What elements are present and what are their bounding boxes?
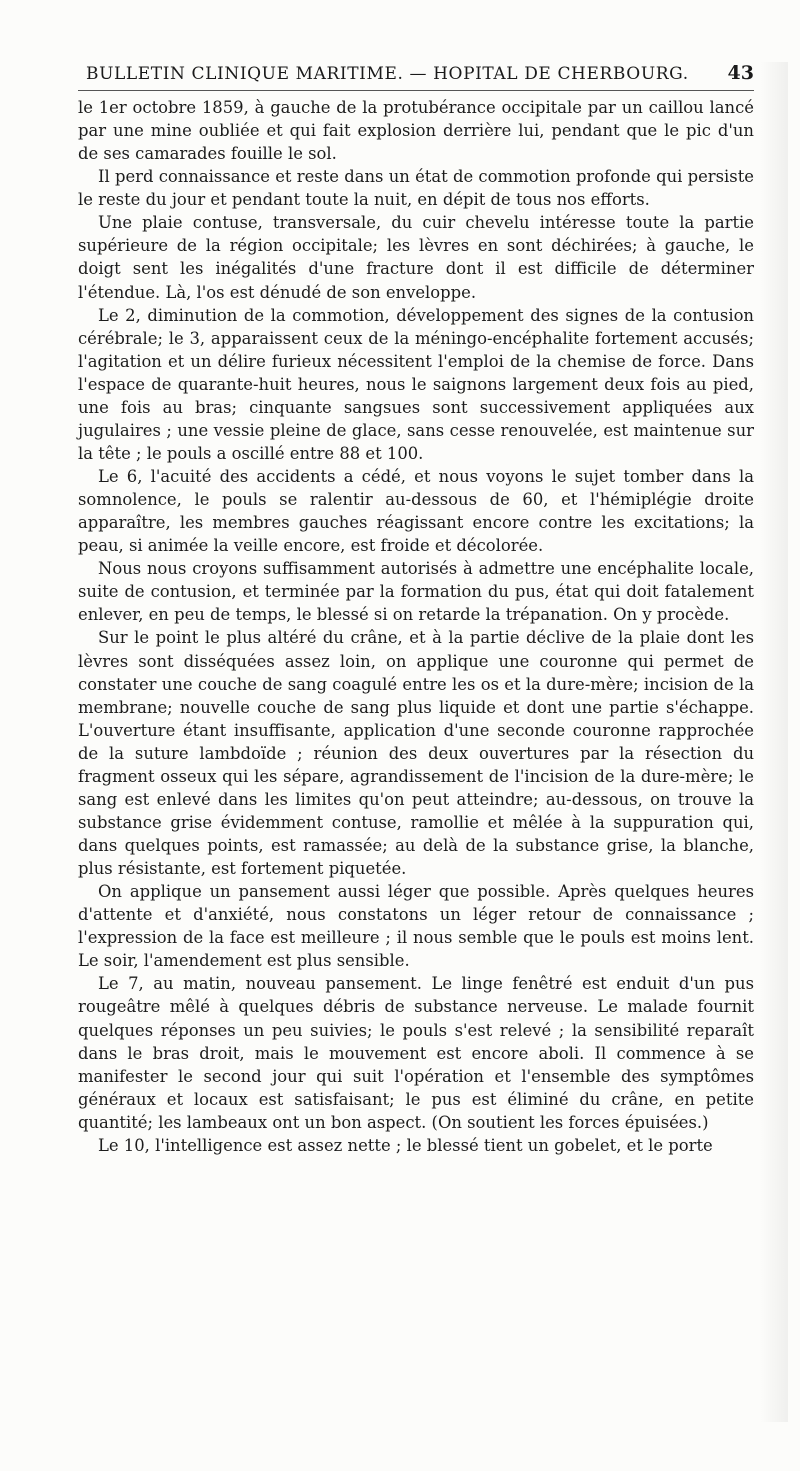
paragraph-10: Le 10, l'intelligence est assez nette ; le blessé tient un gobelet, et le porte <box>98 1135 713 1155</box>
paragraph-7: Sur le point le plus altéré du crâne, et à la partie déclive de la plaie dont les lèvres sont disséquées assez loin, on applique une couronne qui permet de constater une couche de sang coagulé entre les os et la dure-mère; incision de la membrane; nouvelle couche de sang plus liquide et dont une partie s'échappe. L'ouverture étant insuffisante, application d'une seconde couronne rapprochée de la suture lambdoïde ; réunion des deux ouvertures par la résection du fragment osseux qui les sépare, agrandissement de l'incision de la dure-mère; le sang est enlevé dans les limites qu'on peut atteindre; au-dessous, on trouve la substance grise évidemment contuse, ramollie et mêlée à la suppuration qui, dans quelques points, est ramassée; au delà de la substance grise, la blanche, plus résistante, est fortement piquetée. <box>78 628 754 879</box>
paragraph-3: Une plaie contuse, transversale, du cuir chevelu intéresse toute la partie supérieure de la région occipitale; les lèvres en sont déchirées; à gauche, le doigt sent les inégalités d'une fracture dont il est difficile de déterminer l'étendue. Là, l'os est dénudé de son enveloppe. <box>78 213 754 302</box>
running-head: BULLETIN CLINIQUE MARITIME. — HOPITAL DE CHERBOURG. <box>86 64 689 84</box>
paragraph-6: Nous nous croyons suffisamment autorisés à admettre une encéphalite locale, suite de contusion, et terminée par la formation du pus, état qui doit fatalement enlever, en peu de temps, le blessé si on retarde la trépanation. On y procède. <box>78 559 754 625</box>
paragraph-4: Le 2, diminution de la commotion, développement des signes de la contusion cérébrale; le 3, apparaissent ceux de la méningo-encéphalite fortement accusés; l'agitation et un délire furieux nécessitent l'emploi de la chemise de force. Dans l'espace de quarante-huit heures, nous le saignons largement deux fois au pied, une fois au bras; cinquante sangsues sont successivement appliquées aux jugulaires ; une vessie pleine de glace, sans cesse renouvelée, est maintenue sur la tête ; le pouls a oscillé entre 88 et 100. <box>78 305 754 463</box>
page-edge-shadow <box>760 62 788 1422</box>
paragraph-1: le 1er octobre 1859, à gauche de la protubérance occipitale par un caillou lancé par une mine oubliée et qui fait explosion derrière lui, pendant que le pic d'un de ses camarades fouille le sol. <box>78 98 754 164</box>
body-text <box>78 96 754 1157</box>
paragraph-9: Le 7, au matin, nouveau pansement. Le linge fenêtré est enduit d'un pus rougeâtre mêlé à quelques débris de substance nerveuse. Le malade fournit quelques réponses un peu suivies; le pouls s'est relevé ; la sensibilité reparaît dans le bras droit, mais le mouvement est encore aboli. Il commence à se manifester le second jour qui suit l'opération et l'ensemble des symptômes généraux et locaux est satisfaisant; le pus est éliminé du crâne, en petite quantité; les lambeaux ont un bon aspect. (On soutient les forces épuisées.) <box>78 974 754 1132</box>
page-number: 43 <box>727 62 754 84</box>
paragraph-5: Le 6, l'acuité des accidents a cédé, et nous voyons le sujet tomber dans la somnolence, le pouls se ralentir au-dessous de 60, et l'hémiplégie droite apparaître, les membres gauches réagissant encore contre les excitations; la peau, si animée la veille encore, est froide et décolorée. <box>78 467 754 556</box>
paragraph-8: On applique un pansement aussi léger que possible. Après quelques heures d'attente et d'anxiété, nous constatons un léger retour de connaissance ; l'expression de la face est meilleure ; il nous semble que le pouls est moins lent. Le soir, l'amendement est plus sensible. <box>78 882 754 971</box>
page-header <box>78 62 754 91</box>
paragraph-2: Il perd connaissance et reste dans un état de commotion profonde qui persiste le reste du jour et pendant toute la nuit, en dépit de tous nos efforts. <box>78 167 754 210</box>
